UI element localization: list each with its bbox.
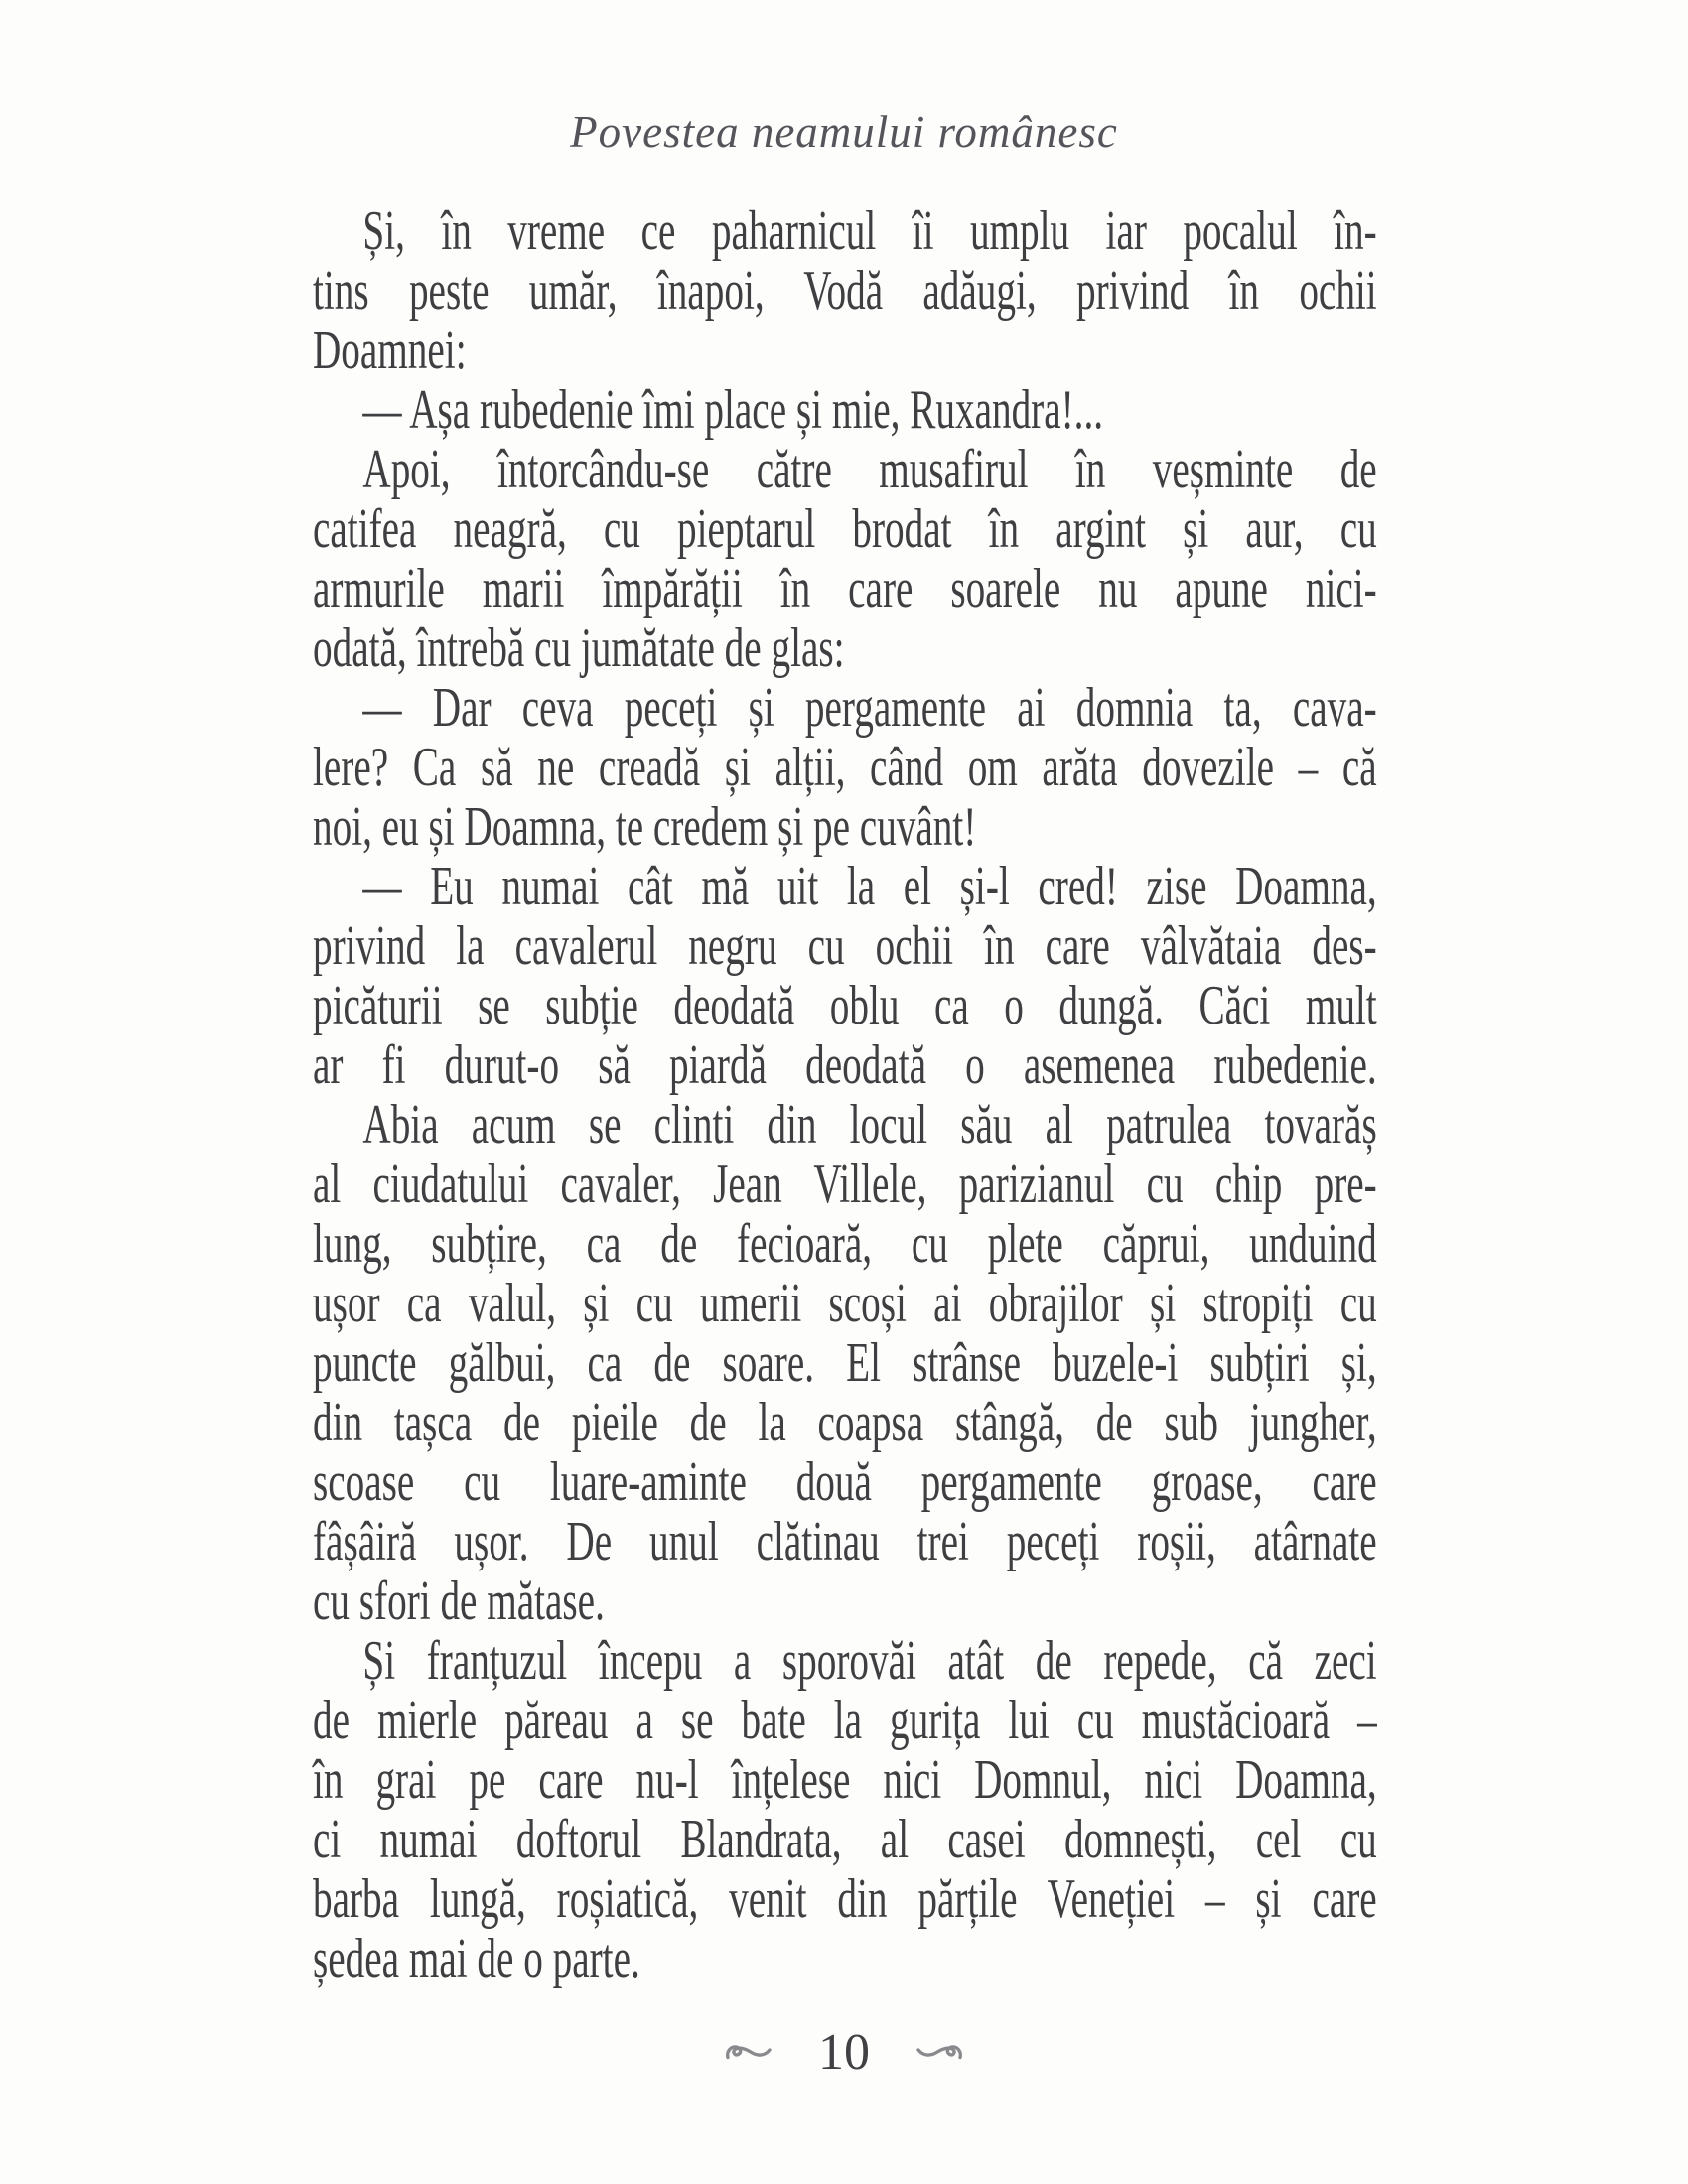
text-line: lung, subțire, ca de fecioară, cu plete căprui, unduind [313,1213,1377,1275]
text-block [313,202,1377,1988]
text-line: Abia acum se clinti din locul său al patrulea tovarăș [362,1094,1377,1156]
text-line: ci numai doftorul Blandrata, al casei domnești, cel cu [313,1809,1377,1870]
text-line: fâșâiră ușor. De unul clătinau trei peceți roșii, atârnate [313,1511,1377,1572]
text-line: în grai pe care nu-l înțelese nici Domnul, nici Doamna, [313,1749,1377,1811]
text-line: puncte gălbui, ca de soare. El strânse buzele-i subțiri și, [313,1332,1377,1394]
text-line: din tașca de pieile de la coapsa stângă, de sub jungher, [313,1392,1377,1453]
text-line: tins peste umăr, înapoi, Vodă adăugi, privind în ochii [313,260,1377,322]
text-line: ușor ca valul, și cu umerii scoși ai obrajilor și stropiți cu [313,1273,1377,1334]
text-line: Și, în vreme ce paharnicul îi umplu iar pocalul în- [362,201,1377,262]
text-line: ar fi durut-o să piardă deodată o asemenea rubedenie. [313,1034,1377,1096]
footer-flourish-right-icon [915,2040,963,2066]
text-line: odată, întrebă cu jumătate de glas: [313,617,845,679]
text-line: armurile marii împărății în care soarele nu apune nici- [313,558,1377,619]
text-line: Doamnei: [313,320,467,381]
text-line: de mierle păreau a se bate la gurița lui cu mustăcioară – [313,1690,1377,1751]
text-line: Și franțuzul începu a sporovăi atât de repede, că zeci [362,1630,1377,1692]
page-footer [0,2021,1688,2085]
text-line: — Eu numai cât mă uit la el și-l cred! zise Doamna, [362,856,1377,917]
running-header: Povestea neamului românesc [570,107,1118,157]
text-line: cu sfori de mătase. [313,1570,605,1632]
text-line: catifea neagră, cu pieptarul brodat în argint și aur, cu [313,498,1377,560]
text-line: — Dar ceva peceți și pergamente ai domnia ta, cava- [362,677,1377,739]
text-line: Apoi, întorcându-se către musafirul în veșminte de [362,439,1377,500]
page-number: 10 [818,2024,870,2081]
text-line: scoase cu luare-aminte două pergamente groase, care [313,1451,1377,1513]
text-line: lere? Ca să ne creadă și alții, când om arăta dovezile – că [313,737,1377,798]
text-line: privind la cavalerul negru cu ochii în care vâlvătaia des- [313,915,1377,977]
text-line: noi, eu și Doamna, te credem și pe cuvânt! [313,796,977,858]
text-line: ședea mai de o parte. [313,1928,640,1989]
text-line: barba lungă, roșiatică, venit din părțile Veneției – și care [313,1868,1377,1930]
text-line: picăturii se subție deodată oblu ca o dungă. Căci mult [313,975,1377,1036]
text-line: al ciudatului cavaler, Jean Villele, parizianul cu chip pre- [313,1154,1377,1215]
text-line: — Așa rubedenie îmi place și mie, Ruxandra!... [362,379,1104,441]
footer-flourish-left-icon [725,2040,773,2066]
